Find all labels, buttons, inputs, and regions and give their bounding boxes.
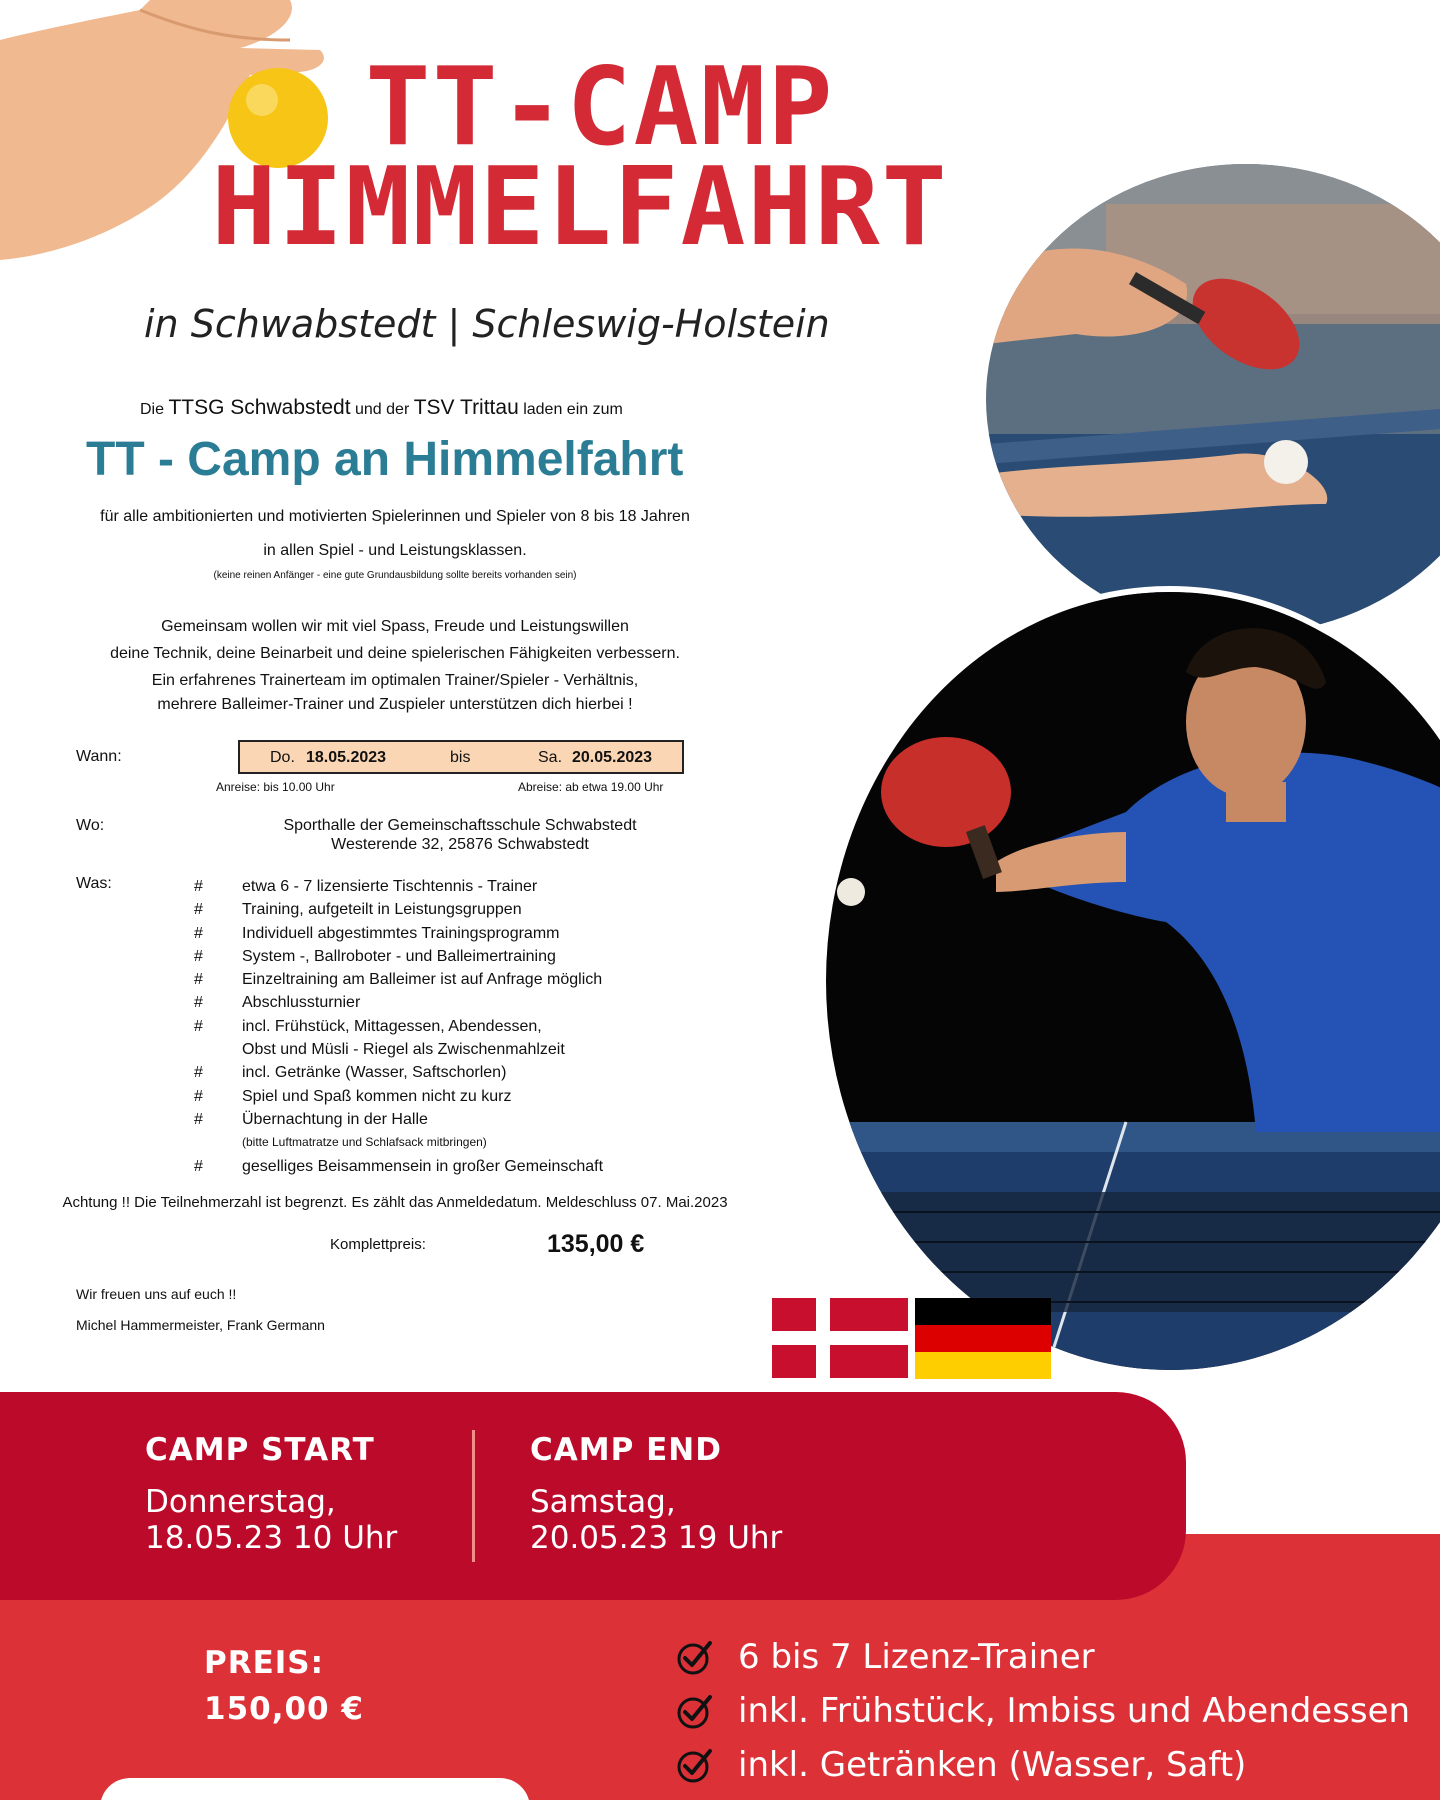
price-heading: PREIS:: [204, 1645, 325, 1681]
camp-start-date: 18.05.23 10 Uhr: [145, 1520, 398, 1556]
offer-item: [194, 945, 603, 968]
intro-line-4: mehrere Balleimer-Trainer und Zuspieler unterstützen dich hierbei !: [157, 696, 633, 713]
serve-photo: [986, 164, 1440, 634]
where-label: Wo:: [76, 817, 105, 834]
camp-start-day: Donnerstag,: [145, 1484, 336, 1520]
offer-bullet: #: [194, 1017, 203, 1035]
arrival-time: Anreise: bis 10.00 Uhr: [216, 780, 335, 794]
offer-item: [194, 922, 603, 945]
offer-item: [194, 1131, 603, 1154]
offer-bullet: #: [194, 1064, 203, 1082]
offer-bullet: #: [194, 971, 203, 989]
date-box: [238, 740, 684, 774]
feature-item: [676, 1684, 1410, 1738]
offer-bullet: #: [194, 1087, 203, 1105]
offer-bullet: #: [194, 878, 203, 895]
feature-item: [676, 1738, 1410, 1792]
title-line-2: HIMMELFAHRT: [211, 145, 949, 270]
venue-line-2: Westerende 32, 25876 Schwabstedt: [331, 836, 589, 853]
intro-line-3: Ein erfahrenes Trainerteam im optimalen Trainer/Spieler - Verhältnis,: [151, 672, 639, 689]
what-label: Was:: [76, 875, 112, 892]
audience-note: (keine reinen Anfänger - eine gute Grundausbildung sollte bereits vorhanden sein): [213, 570, 577, 581]
offer-bullet: [194, 1131, 242, 1154]
participant-warning: Achtung !! Die Teilnehmerzahl ist begrenzt. Es zählt das Anmeldedatum. Meldeschluss 07. Mai.2023: [62, 1194, 728, 1211]
departure-time: Abreise: ab etwa 19.00 Uhr: [518, 780, 664, 794]
signature-line: Michel Hammermeister, Frank Germann: [76, 1317, 325, 1333]
flyer-headline: TT - Camp an Himmelfahrt: [86, 433, 684, 486]
invite-text: und der: [355, 401, 410, 418]
offer-bullet: [194, 1038, 242, 1061]
offer-text: System -, Ballroboter - und Balleimertraining: [242, 947, 556, 965]
feature-item: [676, 1630, 1410, 1684]
club-name: TTSG Schwabstedt: [168, 396, 351, 419]
player-photo: [820, 586, 1440, 1376]
offer-item: [194, 1108, 603, 1131]
offer-item: [194, 1085, 603, 1108]
offer-text: Übernachtung in der Halle: [242, 1110, 428, 1128]
price-amount: 150,00 €: [204, 1691, 364, 1727]
title-line-1: TT-CAMP: [365, 45, 835, 170]
audience-line-2: in allen Spiel - und Leistungsklassen.: [263, 542, 527, 559]
camp-end-date: 20.05.23 19 Uhr: [530, 1520, 783, 1556]
check-circle-icon: [676, 1638, 714, 1676]
offer-item: [194, 1061, 603, 1084]
offer-item: [194, 898, 603, 921]
offer-text: Individuell abgestimmtes Trainingsprogramm: [242, 924, 560, 942]
end-date: 20.05.2023: [572, 749, 653, 766]
venue-line-1: Sporthalle der Gemeinschaftsschule Schwabstedt: [283, 817, 637, 834]
germany-flag-icon: [915, 1298, 1051, 1379]
check-circle-icon: [676, 1746, 714, 1784]
poster-title: [150, 45, 1050, 270]
offer-bullet: #: [194, 901, 203, 919]
feature-text: inkl. Frühstück, Imbiss und Abendessen: [738, 1691, 1411, 1731]
offer-text: Obst und Müsli - Riegel als Zwischenmahlzeit: [242, 1041, 565, 1059]
camp-end-day: Samstag,: [530, 1484, 676, 1520]
offer-bullet: #: [194, 924, 203, 942]
offer-text: Training, aufgeteilt in Leistungsgruppen: [242, 901, 522, 919]
offer-item: [194, 875, 603, 898]
offer-item: [194, 968, 603, 991]
club-name: TSV Trittau: [413, 396, 519, 419]
offer-text: etwa 6 - 7 lizensierte Tischtennis - Trainer: [242, 878, 538, 895]
offer-item: [194, 991, 603, 1014]
offer-item: [194, 1155, 603, 1178]
camp-start-heading: CAMP START: [145, 1432, 375, 1468]
price-value: 135,00 €: [547, 1230, 645, 1258]
offer-bullet: #: [194, 994, 203, 1012]
when-label: Wann:: [76, 748, 122, 765]
check-circle-icon: [676, 1692, 714, 1730]
offer-text: (bitte Luftmatratze und Schlafsack mitbringen): [242, 1135, 487, 1150]
feature-text: 6 bis 7 Lizenz-Trainer: [738, 1637, 1095, 1677]
offer-item: [194, 1015, 603, 1038]
invite-text: Die: [140, 401, 165, 418]
camp-divider: [472, 1430, 475, 1562]
offer-text: Abschlussturnier: [242, 994, 361, 1012]
price-label: Komplettpreis:: [330, 1236, 426, 1253]
offer-text: incl. Frühstück, Mittagessen, Abendessen,: [242, 1017, 542, 1035]
flags-image: [772, 1298, 1052, 1380]
intro-line-1: Gemeinsam wollen wir mit viel Spass, Freude und Leistungswillen: [161, 618, 629, 635]
end-day: Sa.: [538, 749, 563, 766]
date-bis: bis: [450, 749, 471, 766]
camp-end-heading: CAMP END: [530, 1432, 722, 1468]
offer-text: geselliges Beisammensein in großer Gemeinschaft: [242, 1157, 604, 1175]
start-date: 18.05.2023: [306, 749, 387, 766]
feature-list: [676, 1630, 1410, 1792]
feature-text: inkl. Getränken (Wasser, Saft): [738, 1745, 1247, 1785]
closing-line: Wir freuen uns auf euch !!: [76, 1286, 237, 1302]
offer-bullet: #: [194, 1110, 203, 1128]
offer-text: Einzeltraining am Balleimer ist auf Anfrage möglich: [242, 971, 603, 989]
offer-bullet: #: [194, 1157, 203, 1175]
intro-line-2: deine Technik, deine Beinarbeit und deine spielerischen Fähigkeiten verbessern.: [110, 645, 680, 662]
offer-bullet: #: [194, 947, 203, 965]
denmark-flag-icon: [772, 1298, 908, 1378]
start-day: Do.: [270, 749, 295, 766]
audience-line-1: für alle ambitionierten und motivierten Spielerinnen und Spieler von 8 bis 18 Jahren: [100, 508, 690, 525]
offer-text: incl. Getränke (Wasser, Saftschorlen): [242, 1064, 507, 1082]
location-subtitle: in Schwabstedt | Schleswig-Holstein: [144, 302, 830, 346]
register-pill: [100, 1778, 530, 1800]
offer-text: Spiel und Spaß kommen nicht zu kurz: [242, 1087, 512, 1105]
invite-text: laden ein zum: [523, 401, 623, 418]
invitation-line: [140, 396, 623, 420]
offer-item: [194, 1038, 603, 1061]
offer-list: [194, 875, 603, 1178]
